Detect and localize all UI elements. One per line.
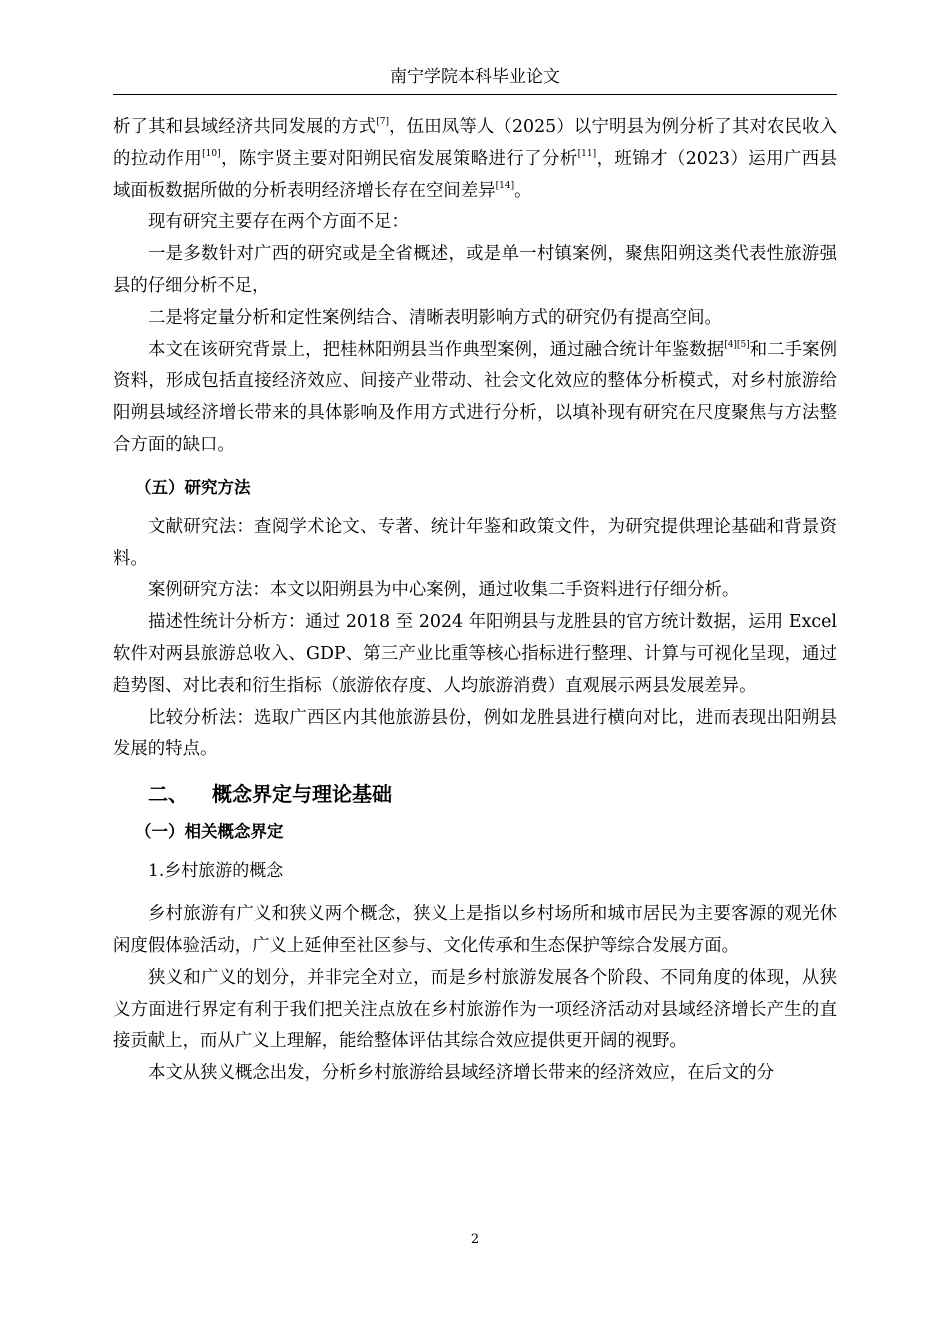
chapter-number: 二、 <box>148 782 188 807</box>
page-number: 2 <box>470 1232 480 1247</box>
citation: [7] <box>376 117 389 127</box>
intro-paragraph-4: 二是将定量分析和定性案例结合、清晰表明影响方式的研究仍有提高空间。 <box>148 307 722 328</box>
methods-paragraph-4: 比较分析法：选取广西区内其他旅游县份，例如龙胜县进行横向对比，进而表现出阳朔县发展的特点。 <box>113 707 837 760</box>
concept-paragraph-1: 乡村旅游有广义和狭义两个概念，狭义上是指以乡村场所和城市居民为主要客源的观光休闲度假体验活动，广义上延伸至社区参与、文化传承和生态保护等综合发展方面。 <box>113 904 837 956</box>
chapter-title: 概念界定与理论基础 <box>212 782 392 807</box>
citation: [4][5] <box>724 339 750 350</box>
citation: [11] <box>577 148 597 159</box>
chapter-heading <box>113 778 837 810</box>
intro-paragraph-3: 一是多数针对广西的研究或是全省概述，或是单一村镇案例，聚焦阳朔这类代表性旅游强县的仔细分析不足， <box>113 244 837 296</box>
methods-paragraph-3: 描述性统计分析方：通过 2018 至 2024 年阳朔县与龙胜县的官方统计数据，运用 Excel 软件对两县旅游总收入、GDP、第三产业比重等核心指标进行整理、计算与可视化呈现，通过趋势图、对比表和衍生指标（旅游依存度、人均旅游消费）直观展示两县发展差异。 <box>113 612 837 696</box>
methods-paragraph-2: 案例研究方法：本文以阳朔县为中心案例，通过收集二手资料进行仔细分析。 <box>148 580 740 601</box>
citation: [14] <box>495 180 515 191</box>
header-title: 南宁学院本科毕业论文 <box>390 67 560 87</box>
page-content <box>113 112 837 1090</box>
intro-paragraph-5: 本文在该研究背景上，把桂林阳朔县当作典型案例，通过融合统计年鉴数据[4][5]和二手案例资料，形成包括直接经济效应、间接产业带动、社会文化效应的整体分析模式，对乡村旅游给阳朔县域经济增长带来的具体影响及作用方式进行分析，以填补现有研究在尺度聚焦与方法整合方面的缺口。 <box>113 339 837 455</box>
concept-paragraph-2: 狭义和广义的划分，并非完全对立，而是乡村旅游发展各个阶段、不同角度的体现，从狭义方面进行界定有利于我们把关注点放在乡村旅游作为一项经济活动对县域经济增长产生的直接贡献上，而从广义上理解，能给整体评估其综合效应提供更开阔的视野。 <box>113 967 837 1052</box>
methods-paragraph-1: 文献研究法：查阅学术论文、专著、统计年鉴和政策文件，为研究提供理论基础和背景资料。 <box>113 516 837 569</box>
intro-paragraph-2: 现有研究主要存在两个方面不足： <box>148 212 409 233</box>
section-heading-concepts: （一）相关概念界定 <box>135 822 284 842</box>
citation: [10] <box>202 148 221 159</box>
subsection-heading: 1.乡村旅游的概念 <box>148 861 284 882</box>
page-header <box>113 66 837 95</box>
concept-paragraph-3: 本文从狭义概念出发，分析乡村旅游给县域经济增长带来的经济效应，在后文的分 <box>148 1063 775 1084</box>
intro-paragraph-1: 析了其和县域经济共同发展的方式[7]，伍田凤等人（2025）以宁明县为例分析了其对农民收入的拉动作用[10]，陈宇贤主要对阳朔民宿发展策略进行了分析[11]，班锦才（2023）运用广西县域面板数据所做的分析表明经济增长存在空间差异[14]。 <box>113 117 837 201</box>
section-heading-methods: （五）研究方法 <box>135 477 251 497</box>
